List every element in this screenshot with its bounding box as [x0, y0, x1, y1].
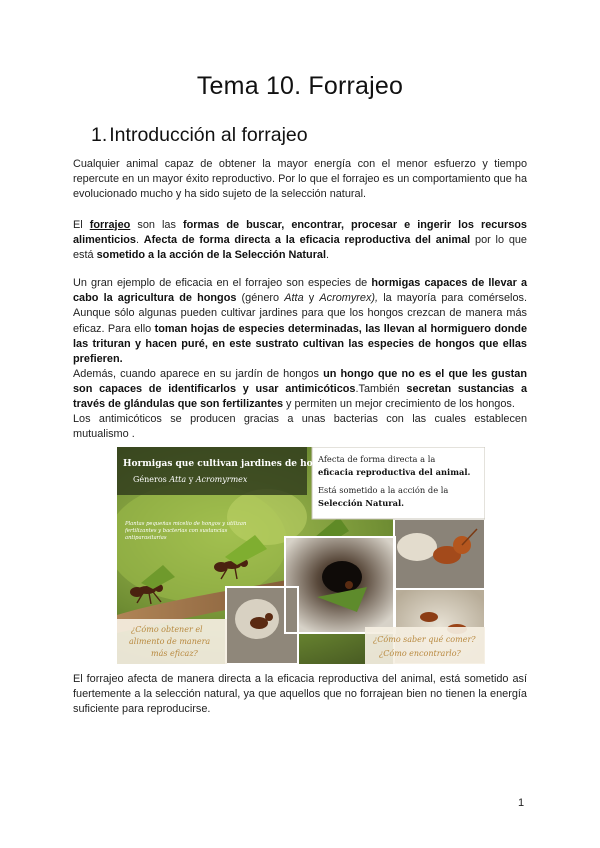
plants-caption-container — [125, 521, 265, 561]
question-efficiency-line3: más eficaz? — [151, 649, 198, 658]
paragraph-3: Un gran ejemplo de eficacia en el forrajeo son especies de hormigas capaces de llevar a cabo la agricultura de hongos (género Atta y Acromyrex), la mayoría para comérselos. Aunque sólo algunas pueden cultivar jardines para que los hongos crezcan de manera más eficaz. Para ello toman hojas de especies determinadas, las llevan al hormiguero donde las trituran y hacen puré, en este sustrato cultivan las especies de hongos que ellas prefieren. — [73, 277, 528, 366]
section-title: Introducción al forrajeo — [109, 124, 308, 146]
info-box-line3: Está sometido a la acción de la — [318, 485, 449, 495]
info-box-line4: Selección Natural. — [318, 498, 405, 508]
paragraph-5: Los antimicóticos se producen gracias a unas bacterias con las cuales establecen mutualismo . — [73, 413, 527, 441]
question-how-to-find: ¿Cómo encontrarlo? — [379, 649, 461, 658]
figure-title-panel — [117, 447, 307, 495]
question-efficiency-line2: alimento de manera — [129, 637, 211, 646]
question-what-to-eat: ¿Cómo saber qué comer? — [373, 635, 476, 644]
figure-genera: Géneros Atta y Acromyrmex — [133, 475, 248, 484]
forrajeo-term: forrajeo — [89, 219, 131, 231]
leafcutter-ants-figure — [117, 447, 485, 664]
section-heading — [91, 124, 308, 147]
paragraph-2: El forrajeo son las formas de buscar, encontrar, procesar e ingerir los recursos alimenticios. Afecta de forma directa a la eficacia reproductiva del animal por lo que está sometido a la acción de la Selección Natural. — [73, 219, 527, 262]
page-number: 1 — [518, 797, 525, 809]
info-box-line1: Afecta de forma directa a la — [318, 454, 436, 464]
question-efficiency-line1: ¿Cómo obtener el — [131, 625, 203, 634]
info-box-line2: eficacia reproductiva del animal. — [318, 467, 471, 477]
paragraph-1: Cualquier animal capaz de obtener la mayor energía con el menor esfuerzo y tiempo repercute en un mayor éxito reproductivo. Por lo que el forrajeo es un comportamiento que ha evolucionado mucho y ha sido sujeto de la selección natural. — [73, 158, 527, 201]
figure-title: Hormigas que cultivan jardines de hongos — [123, 459, 337, 469]
section-number: 1. — [91, 124, 108, 146]
page-title: Tema 10. Forrajeo — [196, 72, 404, 100]
plants-caption: Plantas pequeñas micelio de hongos y utilizan fertilizantes y bacterias con sustancias antiparasitarias — [125, 521, 247, 541]
question-panel-right — [365, 627, 485, 664]
paragraph-6: El forrajeo afecta de manera directa a la eficacia reproductiva del animal, está sometido así fuertemente a la selección natural, ya que aquellos que no forrajean bien no tienen la energía suficiente para reproducirse. — [73, 673, 527, 716]
paragraph-4: Además, cuando aparece en su jardín de hongos un hongo que no es el que les gustan son capaces de identificarlos y usar antimicóticos.También secretan sustancias a través de glándulas que son fertilizantes y permiten un mejor crecimiento de los hongos. — [73, 368, 527, 411]
